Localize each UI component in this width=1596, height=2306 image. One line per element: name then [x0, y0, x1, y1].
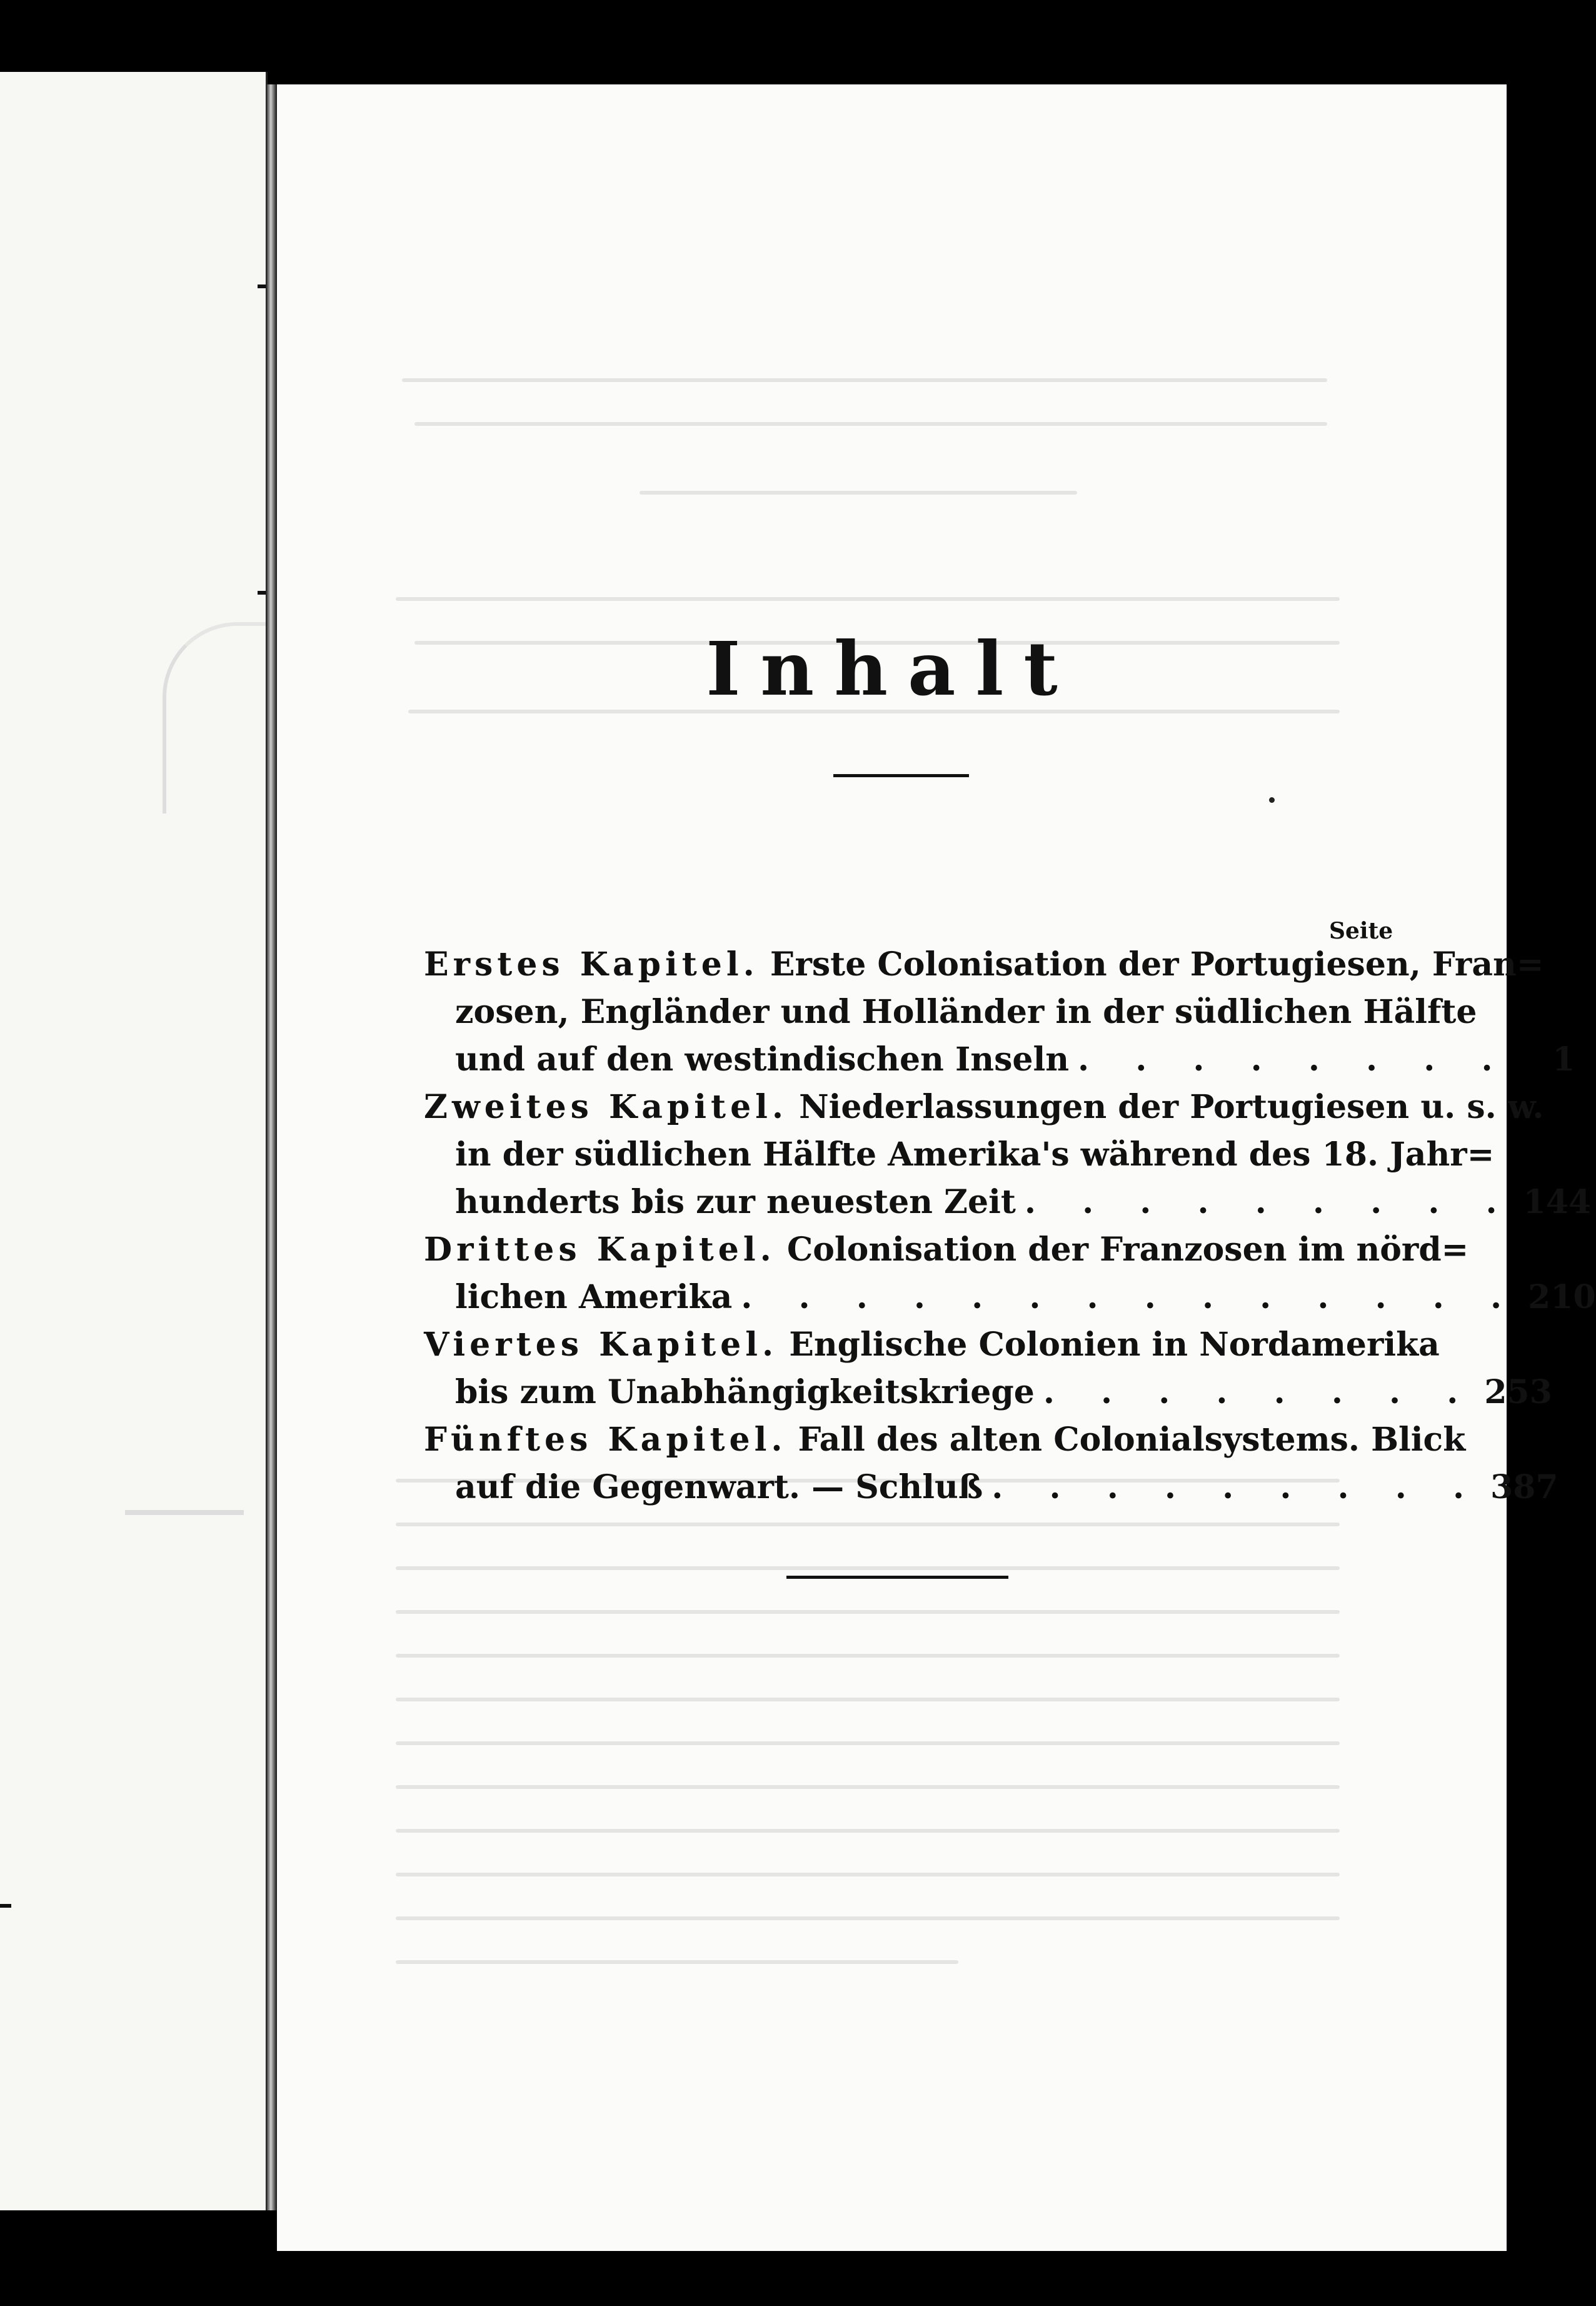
show-through-line [396, 1610, 1340, 1614]
page-title: Inhalt [706, 625, 1078, 712]
dot-leader: . . . . . . . . [1043, 1373, 1476, 1411]
toc-entry-last-line [424, 1369, 1552, 1416]
book-gutter [266, 84, 277, 2210]
show-through-line [396, 1960, 958, 1964]
toc-entry[interactable] [424, 1321, 1552, 1416]
toc-entry[interactable] [424, 941, 1575, 1084]
show-through-line [640, 491, 1077, 495]
toc-entry-first-line [424, 1084, 1544, 1131]
toc-entry[interactable] [424, 1226, 1596, 1321]
margin-mark [258, 591, 266, 595]
chapter-title-text: Erste Colonisation der Portugiesen, Fran= [770, 945, 1544, 984]
page-number: 1 [1552, 1040, 1575, 1079]
toc-entry-first-line [424, 1321, 1440, 1369]
chapter-title-text: Colonisation der Franzosen im nörd= [786, 1231, 1469, 1269]
margin-mark [0, 1904, 11, 1908]
chapter-label: Drittes Kapitel. [424, 1231, 776, 1269]
chapter-title-text: bis zum Unabhängigkeitskriege [455, 1373, 1035, 1411]
show-through-line [396, 1523, 1340, 1526]
show-through-line [396, 1741, 1340, 1745]
chapter-title-text: in der südlichen Hälfte Amerika's während des 18. Jahr= [455, 1135, 1495, 1174]
show-through-line [402, 378, 1327, 382]
page-number: 387 [1490, 1468, 1558, 1506]
right-page [277, 84, 1596, 2251]
show-through-line [396, 1654, 1340, 1658]
chapter-title-text: und auf den westindischen Inseln [455, 1040, 1070, 1079]
page-column-label: Seite [1329, 918, 1393, 944]
chapter-title-text: Fall des alten Colonialsystems. Blick [798, 1421, 1466, 1459]
page-number: 253 [1484, 1373, 1552, 1411]
chapter-label: Zweites Kapitel. [424, 1088, 788, 1126]
toc-entry-first-line [424, 1226, 1469, 1274]
dot-leader: . . . . . . . . . [991, 1468, 1482, 1506]
show-through-line [396, 1829, 1340, 1833]
show-through-line [396, 597, 1340, 601]
toc-entry[interactable] [424, 1084, 1592, 1226]
chapter-label: Fünftes Kapitel. [424, 1421, 787, 1459]
chapter-title-text: auf die Gegenwart. — Schluß [455, 1468, 983, 1506]
show-through-line [396, 1916, 1340, 1920]
left-page-edge [0, 72, 268, 2210]
chapter-title-text: Niederlassungen der Portugiesen u. s. w. [799, 1088, 1544, 1126]
chapter-label: Erstes Kapitel. [424, 945, 759, 984]
show-through-line [396, 1566, 1340, 1570]
show-through-line [396, 1873, 1340, 1876]
chapter-label: Viertes Kapitel. [424, 1326, 778, 1364]
dot-leader: . . . . . . . . . . . . . . [741, 1278, 1520, 1316]
chapter-title-text: hunderts bis zur neuesten Zeit [455, 1183, 1016, 1221]
ink-speck [1269, 797, 1275, 803]
show-through-line [414, 422, 1327, 426]
show-through-line [396, 1698, 1340, 1701]
chapter-title-text: zosen, Engländer und Holländer in der südlichen Hälfte [455, 993, 1477, 1031]
show-through-line [396, 1785, 1340, 1789]
bleed-through-line [125, 1510, 244, 1515]
title-rule [833, 774, 969, 777]
closing-rule [786, 1576, 1008, 1579]
toc-entry-first-line [424, 941, 1544, 989]
toc-entry-last-line [424, 1179, 1592, 1226]
toc-entry-last-line [424, 1274, 1596, 1321]
dot-leader: . . . . . . . . [1078, 1040, 1510, 1079]
dot-leader: . . . . . . . . . [1024, 1183, 1515, 1221]
margin-mark [258, 284, 266, 288]
page-number: 144 [1523, 1183, 1592, 1221]
toc-entry[interactable] [424, 1416, 1558, 1511]
toc-entry-last-line [424, 1036, 1575, 1084]
toc-entry-last-line [424, 1464, 1558, 1511]
table-of-contents [424, 941, 1596, 1511]
chapter-title-text: lichen Amerika [455, 1278, 733, 1316]
page-number: 210 [1528, 1278, 1596, 1316]
bleed-through-marks [163, 622, 266, 813]
chapter-title-text: Englische Colonien in Nordamerika [789, 1326, 1440, 1364]
toc-entry-first-line [424, 1416, 1466, 1464]
